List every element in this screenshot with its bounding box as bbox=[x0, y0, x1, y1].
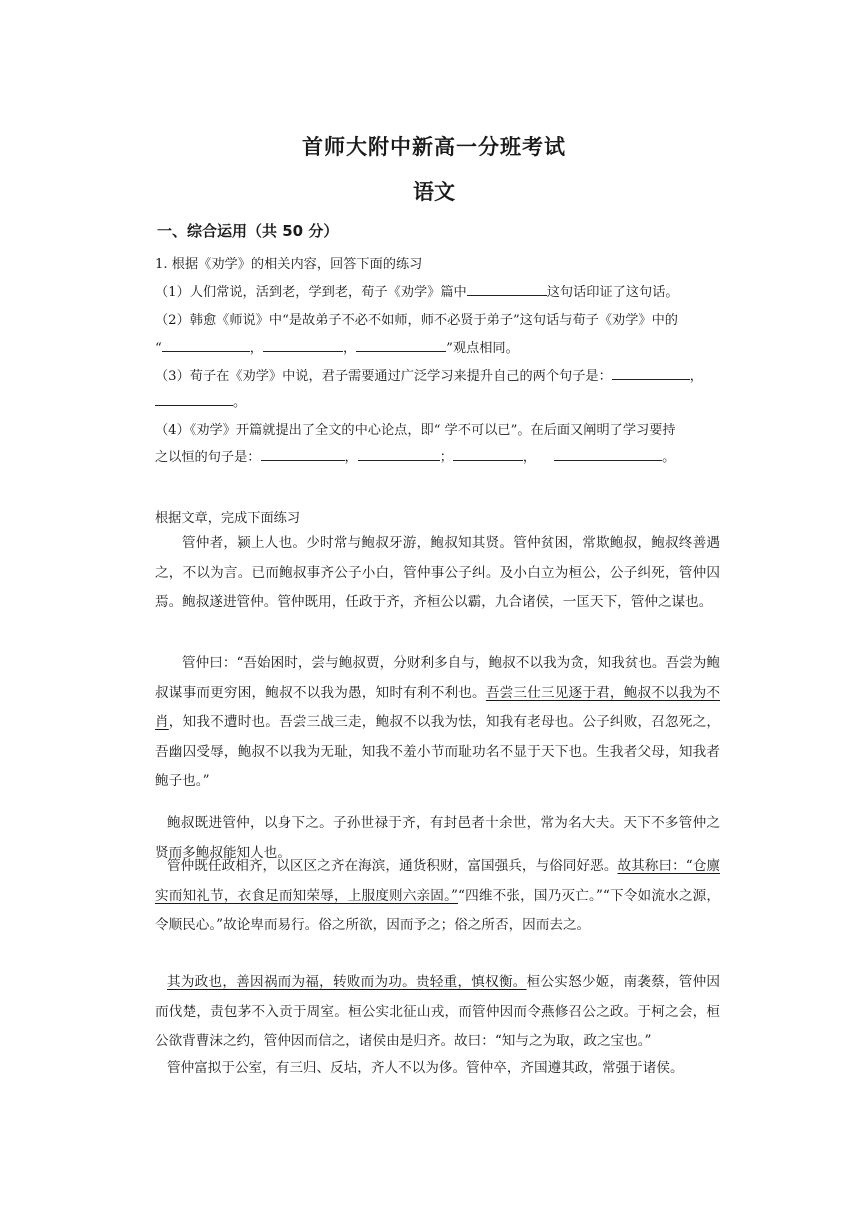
passage-paragraph-2: 管仲曰：“吾始困时，尝与鲍叔贾，分财利多自与，鲍叔不以我为贪，知我贫也。吾尝为鲍叔谋事而更穷困，鲍叔不以我为愚，知时有利不利也。吾尝三仕三见逐于君，鲍叔不以我为不肖，知我不遭时也。吾尝三战三走，鲍叔不以我为怯，知我有老母也。公子纠败，召忽死之，吾幽囚受辱，鲍叔不以我为无耻，知我不羞小节而耻功名不显于天下也。生我者父母，知我者鲍子也。” bbox=[155, 655, 721, 789]
passage-paragraph-1: 管仲者，颍上人也。少时常与鲍叔牙游，鲍叔知其贤。管仲贫困，常欺鲍叔，鲍叔终善遇之，不以为言。已而鲍叔事齐公子小白，管仲事公子纠。及小白立为桓公，公子纠死，管仲囚焉。鲍叔遂进管仲。管仲既用，任政于齐，齐桓公以霸，九合诸侯，一匡天下，管仲之谋也。 bbox=[155, 535, 720, 610]
answer-blank[interactable] bbox=[612, 365, 690, 380]
comma: ， bbox=[344, 450, 358, 465]
answer-blank[interactable] bbox=[467, 281, 547, 296]
open-quote: “ bbox=[155, 341, 162, 356]
question-1-part-4-line-1 bbox=[155, 419, 676, 438]
question-1-part-3-line-1 bbox=[155, 365, 703, 384]
underlined-sentence: 其为政也，善因祸而为福，转败而为功。 bbox=[167, 974, 416, 990]
part-4-text: （4）《劝学》开篇就提出了全文的中心论点，即“ 学不可以已”。在后面又阐明了学习要持 bbox=[155, 423, 676, 438]
semicolon: ； bbox=[439, 450, 453, 465]
part-1-text: （1）人们常说，活到老，学到老，荀子《劝学》篇中 bbox=[155, 285, 467, 300]
comma: ， bbox=[249, 341, 263, 356]
answer-blank[interactable] bbox=[263, 337, 343, 352]
period: 。 bbox=[662, 450, 676, 465]
answer-blank[interactable] bbox=[453, 446, 523, 461]
comma: ， bbox=[342, 341, 357, 356]
answer-blank[interactable] bbox=[162, 337, 250, 352]
part-4-text-2: 之以恒的句子是： bbox=[155, 450, 261, 465]
question-1-part-3-line-2 bbox=[155, 391, 246, 410]
underlined-sentence: 故其称曰：“仓廪实而知礼节，衣食足而知荣辱，上服度则六亲固。” bbox=[155, 858, 721, 904]
part-2-text: （2）韩愈《师说》中“是故弟子不必不如师，师不必贤于弟子”这句话与荀子《劝学》中的 bbox=[155, 313, 678, 328]
question-stem-text: 1. 根据《劝学》的相关内容，回答下面的练习 bbox=[155, 257, 423, 272]
reading-instruction-text: 根据文章，完成下面练习 bbox=[155, 511, 301, 526]
answer-blank[interactable] bbox=[554, 446, 662, 461]
reading-instruction bbox=[155, 507, 300, 526]
passage-paragraph-5: 其为政也，善因祸而为福，转败而为功。贵轻重，慎权衡。桓公实怒少姬，南袭蔡，管仲因而伐楚，责包茅不入贡于周室。桓公实北征山戎，而管仲因而令燕修召公之政。于柯之会，桓公欲背曹沫之约，管仲因而信之，诸侯由是归齐。故曰：“知与之为取，政之宝也。” bbox=[155, 974, 721, 1049]
question-1-part-4-line-2 bbox=[155, 446, 675, 465]
question-1-part-1 bbox=[155, 281, 679, 300]
part-3-text: （3）荀子在《劝学》中说，君子需要通过广泛学习来提升自己的两个句子是： bbox=[155, 369, 612, 384]
question-1-part-2-line-2 bbox=[155, 337, 519, 356]
comma: ， bbox=[522, 450, 537, 465]
question-1-part-2-line-1 bbox=[155, 309, 678, 328]
passage-paragraph-3: 鲍叔既进管仲，以身下之。子孙世禄于齐，有封邑者十余世，常为名大夫。天下不多管仲之贤而多鲍叔能知人也。 bbox=[155, 815, 720, 861]
part-1-text-end: 这句话印证了这句话。 bbox=[546, 285, 679, 300]
exam-title: 首师大附中新高一分班考试 bbox=[302, 135, 566, 159]
answer-blank[interactable] bbox=[358, 446, 440, 461]
question-1-stem bbox=[155, 253, 422, 272]
underlined-sentence: 吾尝三仕三见逐于君，鲍叔不以我为不肖 bbox=[155, 684, 720, 730]
comma: ， bbox=[689, 369, 703, 384]
subject-title: 语文 bbox=[413, 180, 455, 204]
period: 。 bbox=[233, 395, 247, 410]
answer-blank[interactable] bbox=[356, 337, 446, 352]
passage-paragraph-6: 管仲富拟于公室，有三归、反坫，齐人不以为侈。管仲卒，齐国遵其政，常强于诸侯。 bbox=[167, 1060, 684, 1076]
answer-blank[interactable] bbox=[261, 446, 345, 461]
passage-paragraph-4: 管仲既任政相齐，以区区之齐在海滨，通货积财，富国强兵，与俗同好恶。故其称曰：“仓廪实而知礼节，衣食足而知荣辱，上服度则六亲固。”“四维不张，国乃灭亡。”“下令如流水之源，令顺民心。”故论卑而易行。俗之所欲，因而予之；俗之所否，因而去之。 bbox=[155, 858, 721, 933]
answer-blank[interactable] bbox=[155, 391, 233, 406]
section-heading: 一、综合运用（共 50 分） bbox=[157, 222, 339, 240]
close-quote-text: ”观点相同。 bbox=[446, 341, 519, 356]
underlined-sentence: 贵轻重，慎权衡。 bbox=[415, 974, 527, 990]
